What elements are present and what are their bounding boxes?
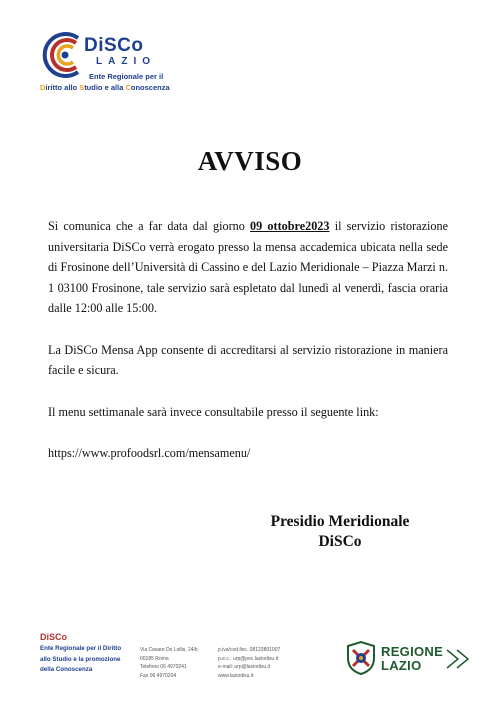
disco-rings-icon xyxy=(40,30,90,80)
signature xyxy=(240,512,440,552)
footer-brand: DiSCo xyxy=(40,632,67,642)
signature-line-1: Presidio Meridionale xyxy=(270,513,410,530)
region-chevron-icon xyxy=(445,648,471,670)
footer xyxy=(40,632,470,692)
paragraph-app: La DiSCo Mensa App consente di accreditarsi al servizio ristorazione in maniera facile e sicura. xyxy=(48,342,448,377)
logo-subtitle-2: Diritto allo Studio e alla Conoscenza xyxy=(40,83,170,92)
page-title: AVVISO xyxy=(197,146,303,176)
region-line-2: LAZIO xyxy=(381,658,422,673)
start-date: 09 ottobre2023 xyxy=(250,219,330,233)
footer-contacts: p.iva/cod.fisc. 08123891007 p.e.c.: urp@pec.laziodisu.it e-mail: urp@laziodisu.it www.laziodisu.it xyxy=(218,647,281,679)
paragraph-service-info: Si comunica che a far data dal giorno 09 ottobre2023 il servizio ristorazione universitaria DiSCo verrà erogato presso la mensa accademica ubicata nella sede di Frosinone dell’Università di Cassino e del Lazio Meridionale – Piazza Marzi n. 1 03100 Frosinone, tale servizio sarà espletato dal lunedì al venerdì, fascia oraria dalle 12:00 alle 15:00. xyxy=(48,219,448,315)
notice-body xyxy=(48,216,448,464)
logo-region: LAZIO xyxy=(96,56,156,67)
paragraph-menu: Il menu settimanale sarà invece consultabile presso il seguente link: xyxy=(48,404,379,419)
logo-brand: DiSCo xyxy=(84,35,144,56)
disco-logo xyxy=(40,30,200,100)
signature-line-2: DiSCo xyxy=(318,533,362,550)
footer-description: Ente Regionale per il Diritto allo Studio e la promozione della Conoscenza xyxy=(40,645,122,673)
menu-link[interactable]: https://www.profoodsrl.com/mensamenu/ xyxy=(48,446,251,460)
region-line-1: REGIONE xyxy=(381,644,444,659)
regione-lazio-logo xyxy=(345,640,473,686)
regione-lazio-emblem-icon xyxy=(345,640,377,676)
footer-address: Via Cesare De Lollis, 24/b 00185 Roma Telefono 06 4970241 Fax 06 4970204 xyxy=(140,647,198,679)
logo-subtitle-1: Ente Regionale per il xyxy=(89,72,164,81)
